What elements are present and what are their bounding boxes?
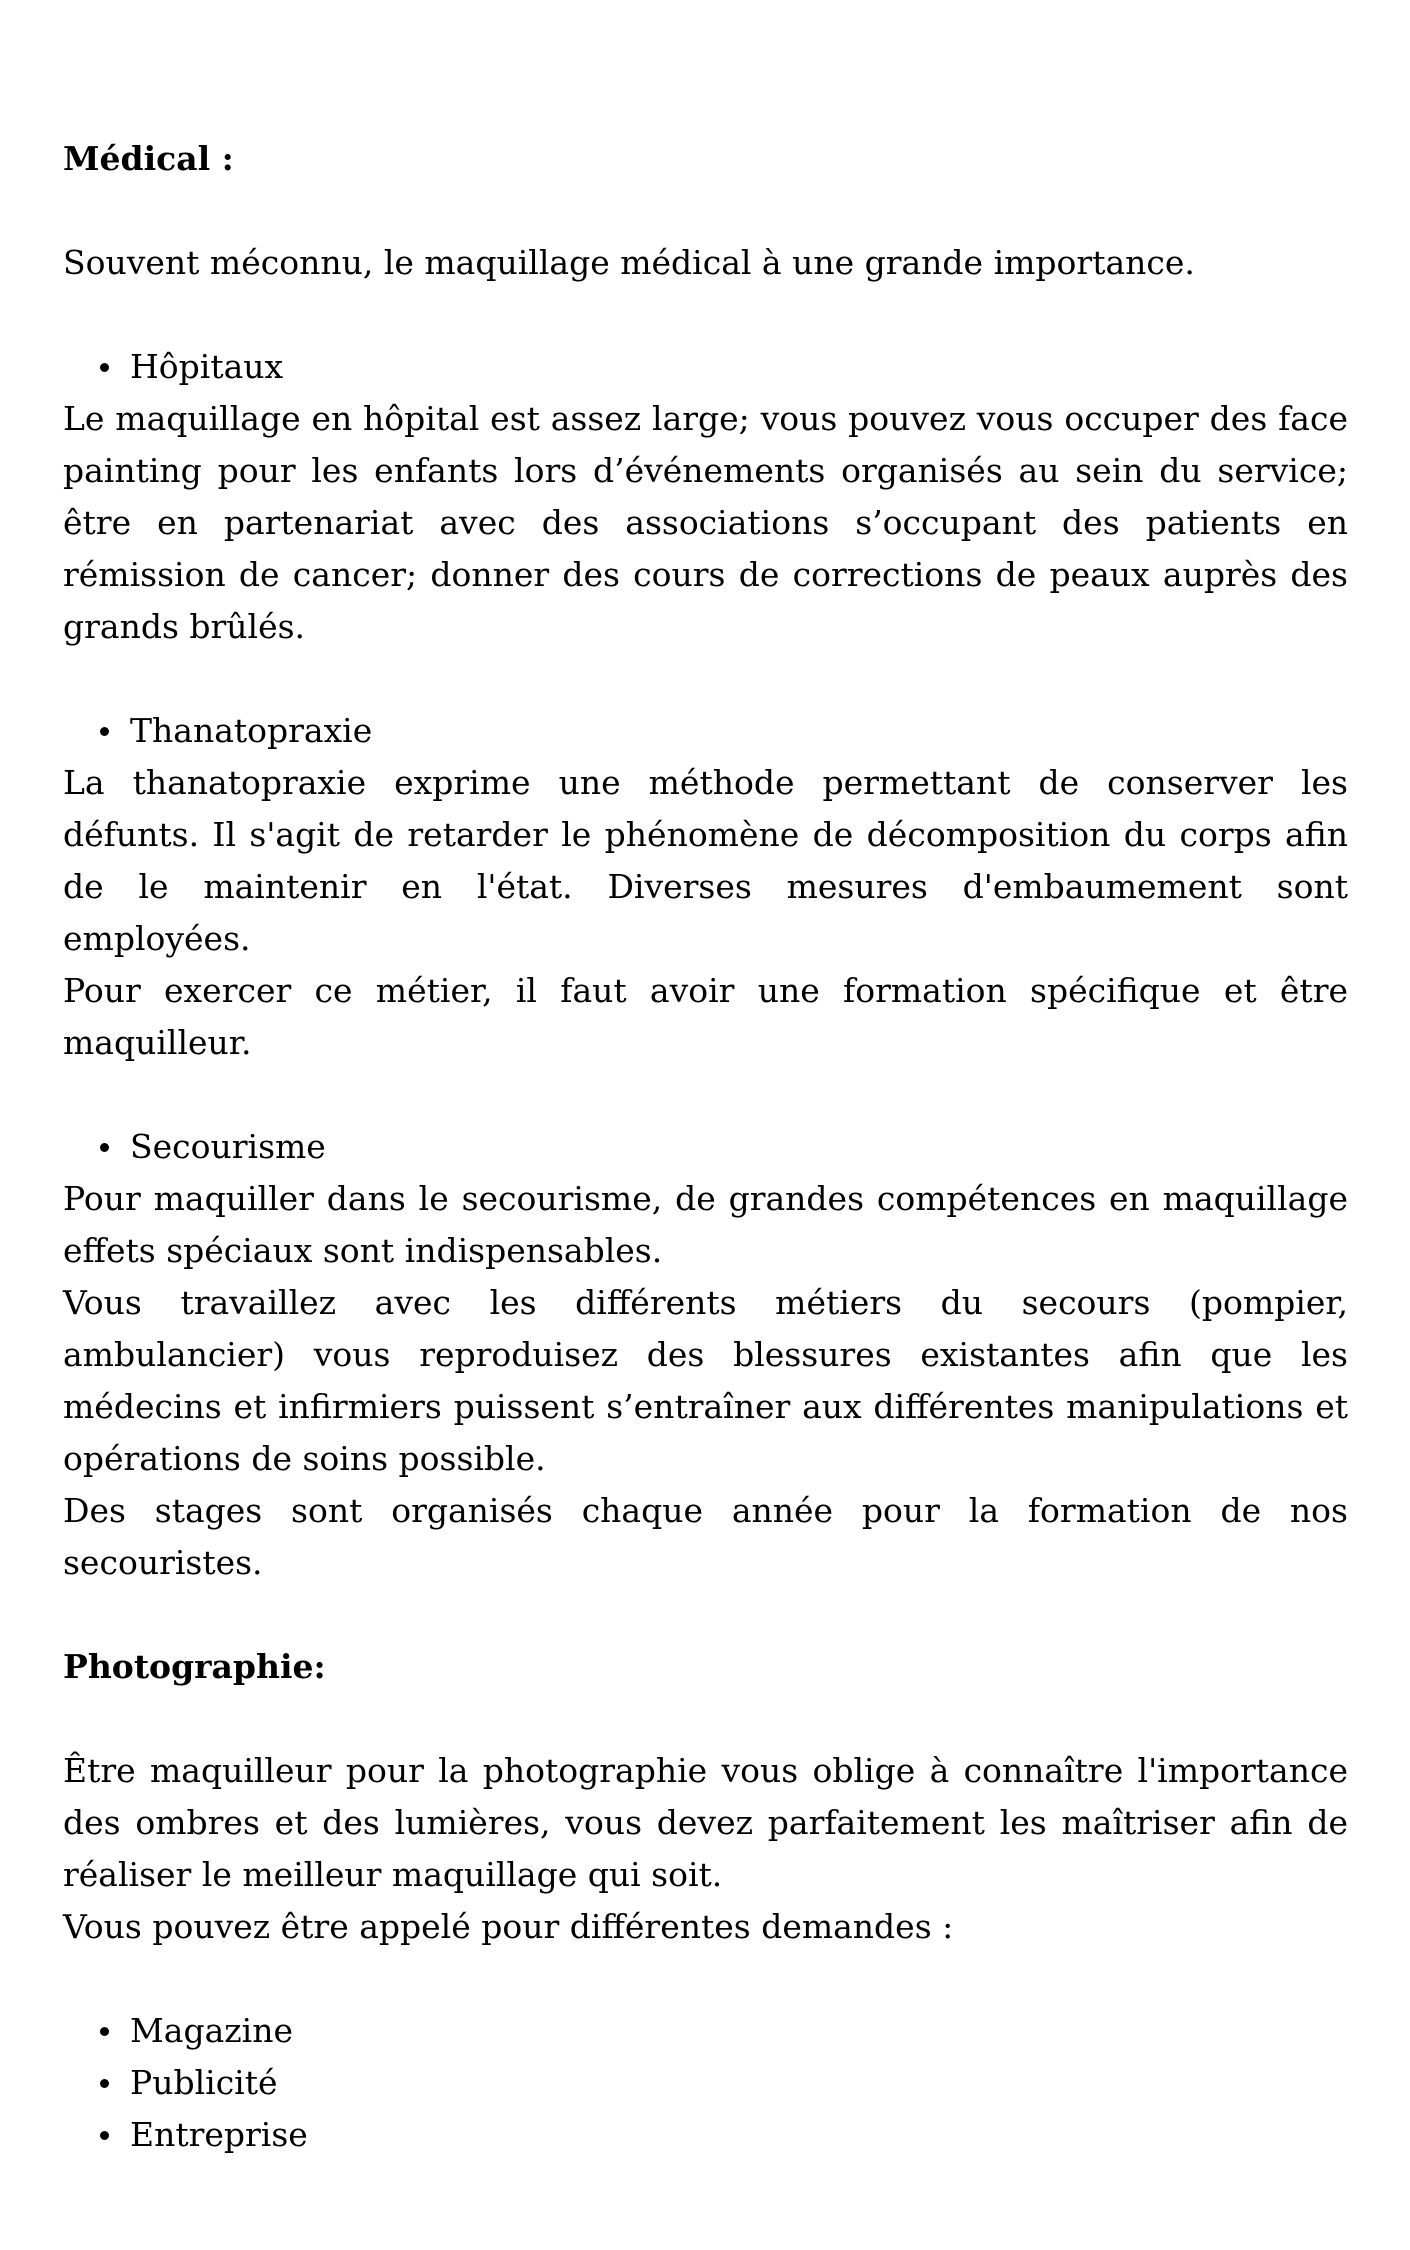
medical-intro-paragraph: Souvent méconnu, le maquillage médical à une grande importance. [63,243,1195,282]
paragraph-line: Pour exercer ce métier, il faut avoir une formation spécifique et être maquilleur. [63,971,1348,1062]
list-item-hopitaux: Hôpitaux [63,341,1348,393]
paragraph-line: Pour maquiller dans le secourisme, de grandes compétences en maquillage effets spéciaux sont indispensables. [63,1179,1348,1270]
paragraph-line: Vous travaillez avec les différents métiers du secours (pompier, ambulancier) vous reproduisez des blessures existantes afin que les médecins et infirmiers puissent s’entraîner aux différentes manipulations et opérations de soins possible. [63,1283,1348,1478]
bullet-list-hopitaux [63,341,1348,393]
list-item-thanatopraxie: Thanatopraxie [63,705,1348,757]
thanatopraxie-paragraph [63,757,1348,1069]
heading-photographie: Photographie: [63,1647,326,1686]
list-item-publicite: Publicité [63,2057,1348,2109]
paragraph-line: Vous pouvez être appelé pour différentes demandes : [63,1907,954,1946]
hopitaux-paragraph [63,393,1348,653]
heading-medical: Médical : [63,139,234,178]
list-item-magazine: Magazine [63,2005,1348,2057]
paragraph-line: Le maquillage en hôpital est assez large; vous pouvez vous occuper des face painting pour les enfants lors d’événements organisés au sein du service; être en partenariat avec des associations s’occupant des patients en rémission de cancer; donner des cours de corrections de peaux auprès des grands brûlés. [63,399,1348,646]
bullet-list-thanatopraxie [63,705,1348,757]
paragraph-line: La thanatopraxie exprime une méthode permettant de conserver les défunts. Il s'agit de retarder le phénomène de décomposition du corps afin de le maintenir en l'état. Diverses mesures d'embaumement sont employées. [63,763,1348,958]
list-item-secourisme: Secourisme [63,1121,1348,1173]
bullet-list-secourisme [63,1121,1348,1173]
bullet-list-photographie [63,2005,1348,2161]
photographie-paragraph [63,1745,1348,1953]
paragraph-line: Être maquilleur pour la photographie vous oblige à connaître l'importance des ombres et des lumières, vous devez parfaitement les maîtriser afin de réaliser le meilleur maquillage qui soit. [63,1751,1348,1894]
paragraph-line: Des stages sont organisés chaque année pour la formation de nos secouristes. [63,1491,1348,1582]
secourisme-paragraph [63,1173,1348,1589]
list-item-entreprise: Entreprise [63,2109,1348,2161]
